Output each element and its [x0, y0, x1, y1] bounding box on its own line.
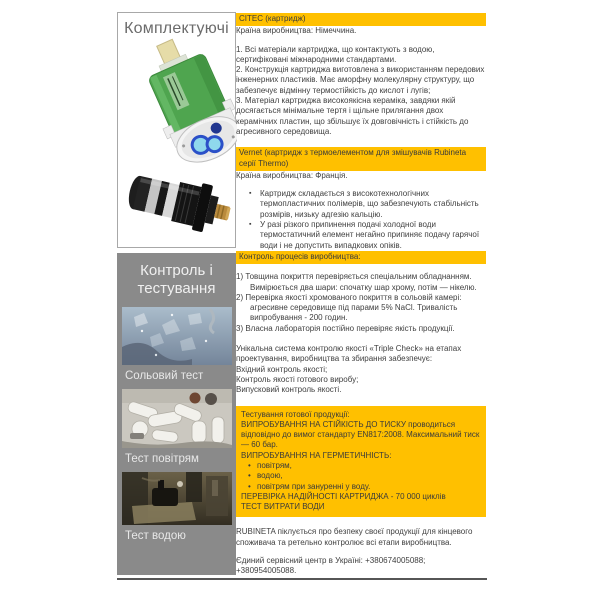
vernet-header: Vernet (картридж з термоелементом для змішувачів Rubineta серії Thermo) [236, 147, 486, 171]
reliability-test-text: ПЕРЕВІРКА НАДІЙНОСТІ КАРТРИДЖА - 70 000 циклів [241, 491, 446, 501]
water-test-label: Тест водою [125, 530, 186, 542]
components-title: Комплектуючі [124, 20, 229, 37]
process-item-2: 2) Перевірка якості хромованого покриття в сольовій камері: агресивне середовище під парами 5% NaCl. Тривалість випробування - 200 годин. [236, 292, 462, 323]
salt-test-image [122, 307, 232, 365]
citec-item-2: 2. Конструкція картриджа виготовлена з використанням передових інженерних пластиків. Має аморфну молекулярну структуру, що забезпечує відмінну термостійкість до кислот і лугів; [236, 65, 485, 95]
water-test-image [122, 472, 232, 525]
control-title-line1: Контроль і [140, 262, 213, 279]
components-section [117, 12, 236, 248]
control-title-line2: тестування [137, 280, 216, 297]
tightness-bullet-3: • повітрям при зануренні у воду. [257, 482, 481, 492]
pressure-test-text: ВИПРОБУВАННЯ НА СТІЙКІСТЬ ДО ТИСКУ проводиться відповідно до вимог стандарту EN817:2008. Максимальний тиск — 60 бар. [241, 419, 480, 450]
citec-header: CITEC (картридж) [236, 13, 486, 26]
process-item-1: 1) Товщина покриття перевіряється спеціальним обладнанням. Вимірюється два шари: спочатку шар хрому, потім — нікелю. [236, 272, 477, 292]
triple-check-line-2: Контроль якості готового виробу; [236, 374, 359, 384]
final-testing-block [236, 406, 486, 518]
right-column [236, 13, 486, 577]
process-control-header: Контроль процесів виробництва: [236, 251, 486, 264]
left-column [117, 12, 236, 575]
vernet-country: Країна виробництва: Франція. [236, 170, 348, 180]
citec-item-1: 1. Всі матеріали картриджа, що контактують з водою, сертифіковані міжнародними стандартами. [236, 44, 435, 64]
air-test-label: Тест повітрям [125, 453, 199, 465]
bottom-divider [117, 578, 487, 580]
triple-check-line-1: Вхідний контроль якості; [236, 364, 328, 374]
tightness-bullet-1: • повітрям, [257, 461, 481, 471]
control-testing-section [117, 253, 236, 575]
air-test-image [122, 389, 232, 448]
citec-country: Країна виробництва: Німеччина. [236, 26, 357, 36]
final-testing-title: Тестування готової продукції: [241, 409, 350, 419]
rubineta-statement: RUBINETA піклується про безпеку своєї продукції для кінцевого споживача та ретельно контролює всі етапи виробництва. [236, 527, 473, 547]
citec-cartridge-image [145, 35, 237, 172]
tightness-bullet-2: • водою, [257, 471, 481, 481]
citec-item-3: 3. Матеріал картриджа високоякісна кераміка, завдяки якій досягається мінімальне тертя і щільне прилягання двох керамічних пластин, що збільшує їх довговічність і стійкість до агресивного середовища. [236, 96, 469, 136]
triple-check-intro: Унікальна система контролю якості «Triple Check» на етапах проектування, виробництва та збирання забезпечує: [236, 344, 462, 364]
tightness-test-title: ВИПРОБУВАННЯ НА ГЕРМЕТИЧНІСТЬ: [241, 450, 392, 460]
triple-check-line-3: Випусковий контроль якості. [236, 385, 342, 395]
vernet-bullet-2: ▪ У разі різкого припинення подачі холодної води термостатичний елемент негайно припиняє подачу гарячої води і не допустить випадкових опіків. [260, 220, 486, 251]
thermo-cartridge-image [121, 171, 233, 252]
process-item-3: 3) Власна лабораторія постійно перевіряє якість продукції. [236, 323, 455, 333]
control-testing-title [117, 262, 236, 298]
salt-test-label: Сольовий тест [125, 370, 204, 382]
flow-test-text: ТЕСТ ВИТРАТИ ВОДИ [241, 502, 325, 512]
vernet-bullet-list [236, 189, 486, 251]
service-center-text: Єдиний сервісний центр в Україні: +380674005088; +380954005088. [236, 556, 426, 576]
vernet-bullet-1: ▪ Картридж складається з високотехнологічних термопластичних полімерів, що забезпечують стабільність розмірів, низьку адгезію кальцію. [260, 189, 486, 220]
tightness-bullet-list [241, 461, 481, 492]
